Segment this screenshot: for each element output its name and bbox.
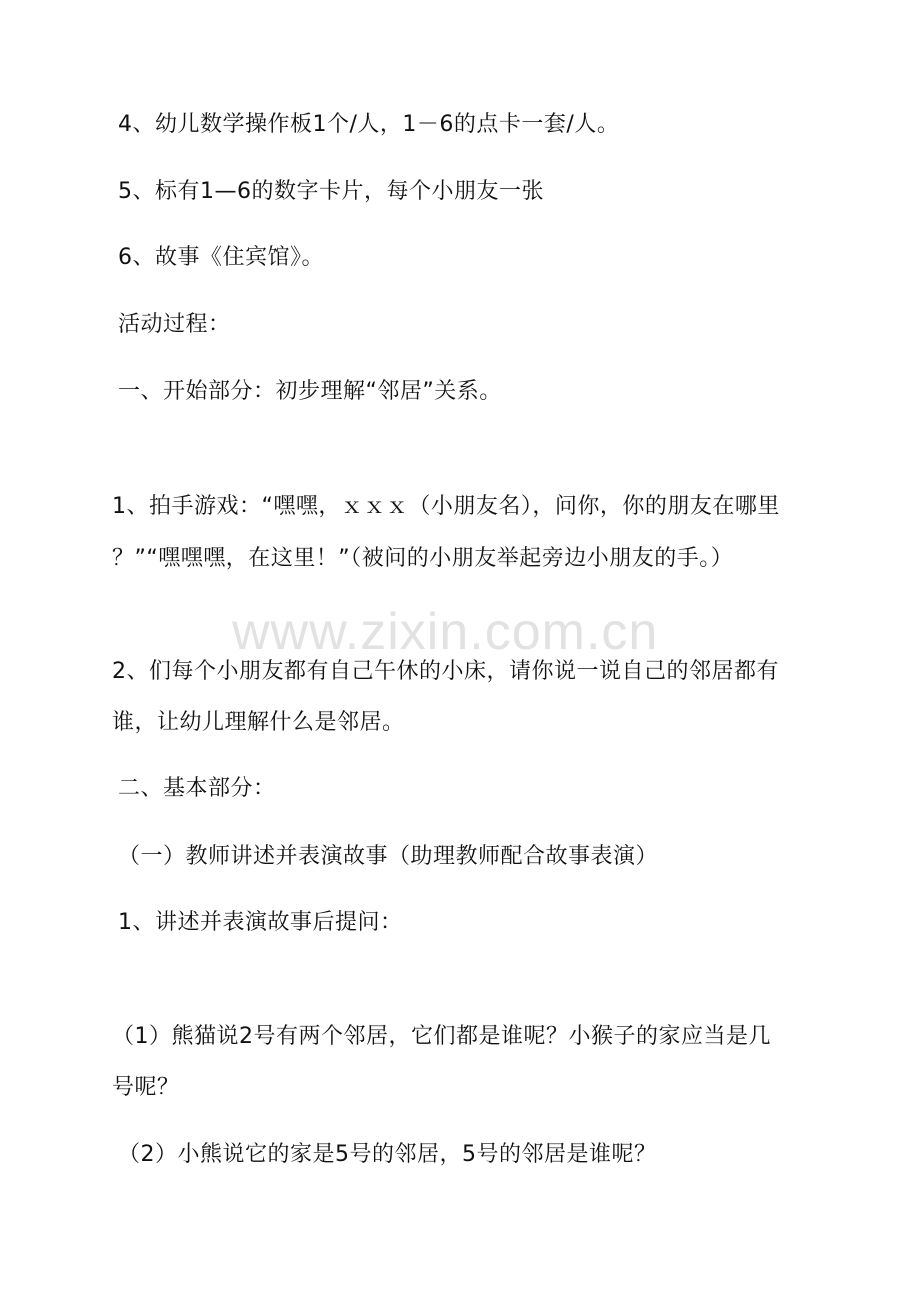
text-line: 6、故事《住宾馆》。 <box>118 245 324 270</box>
section-heading: 活动过程： <box>118 312 231 337</box>
text-line: （2）小熊说它的家是5号的邻居，5号的邻居是谁呢？ <box>118 1142 657 1167</box>
watermark: www.zixin.com.cn <box>232 603 659 661</box>
text-line: 1、讲述并表演故事后提问： <box>118 910 403 935</box>
text-line: 1、拍手游戏：“嘿嘿，ｘｘｘ（小朋友名），问你，你的朋友在哪里 <box>112 494 780 519</box>
text-line: 号呢？ <box>112 1075 180 1100</box>
subsection-heading: （一）教师讲述并表演故事（助理教师配合故事表演） <box>118 844 659 869</box>
text-line: 2、们每个小朋友都有自己午休的小床，请你说一说自己的邻居都有 <box>112 659 779 684</box>
text-line: （1）熊猫说2号有两个邻居，它们都是谁呢？小猴子的家应当是几 <box>112 1024 771 1049</box>
section-heading: 一、开始部分：初步理解“邻居”关系。 <box>118 379 502 404</box>
section-heading: 二、基本部分： <box>118 776 276 801</box>
text-line: ？”“嘿嘿嘿，在这里！”（被问的小朋友举起旁边小朋友的手。） <box>112 546 734 571</box>
text-line: 谁，让幼儿理解什么是邻居。 <box>112 710 405 735</box>
text-line: 5、标有1—6的数字卡片，每个小朋友一张 <box>118 179 544 204</box>
text-line: 4、幼儿数学操作板1个/人，1－6的点卡一套/人。 <box>118 112 620 137</box>
